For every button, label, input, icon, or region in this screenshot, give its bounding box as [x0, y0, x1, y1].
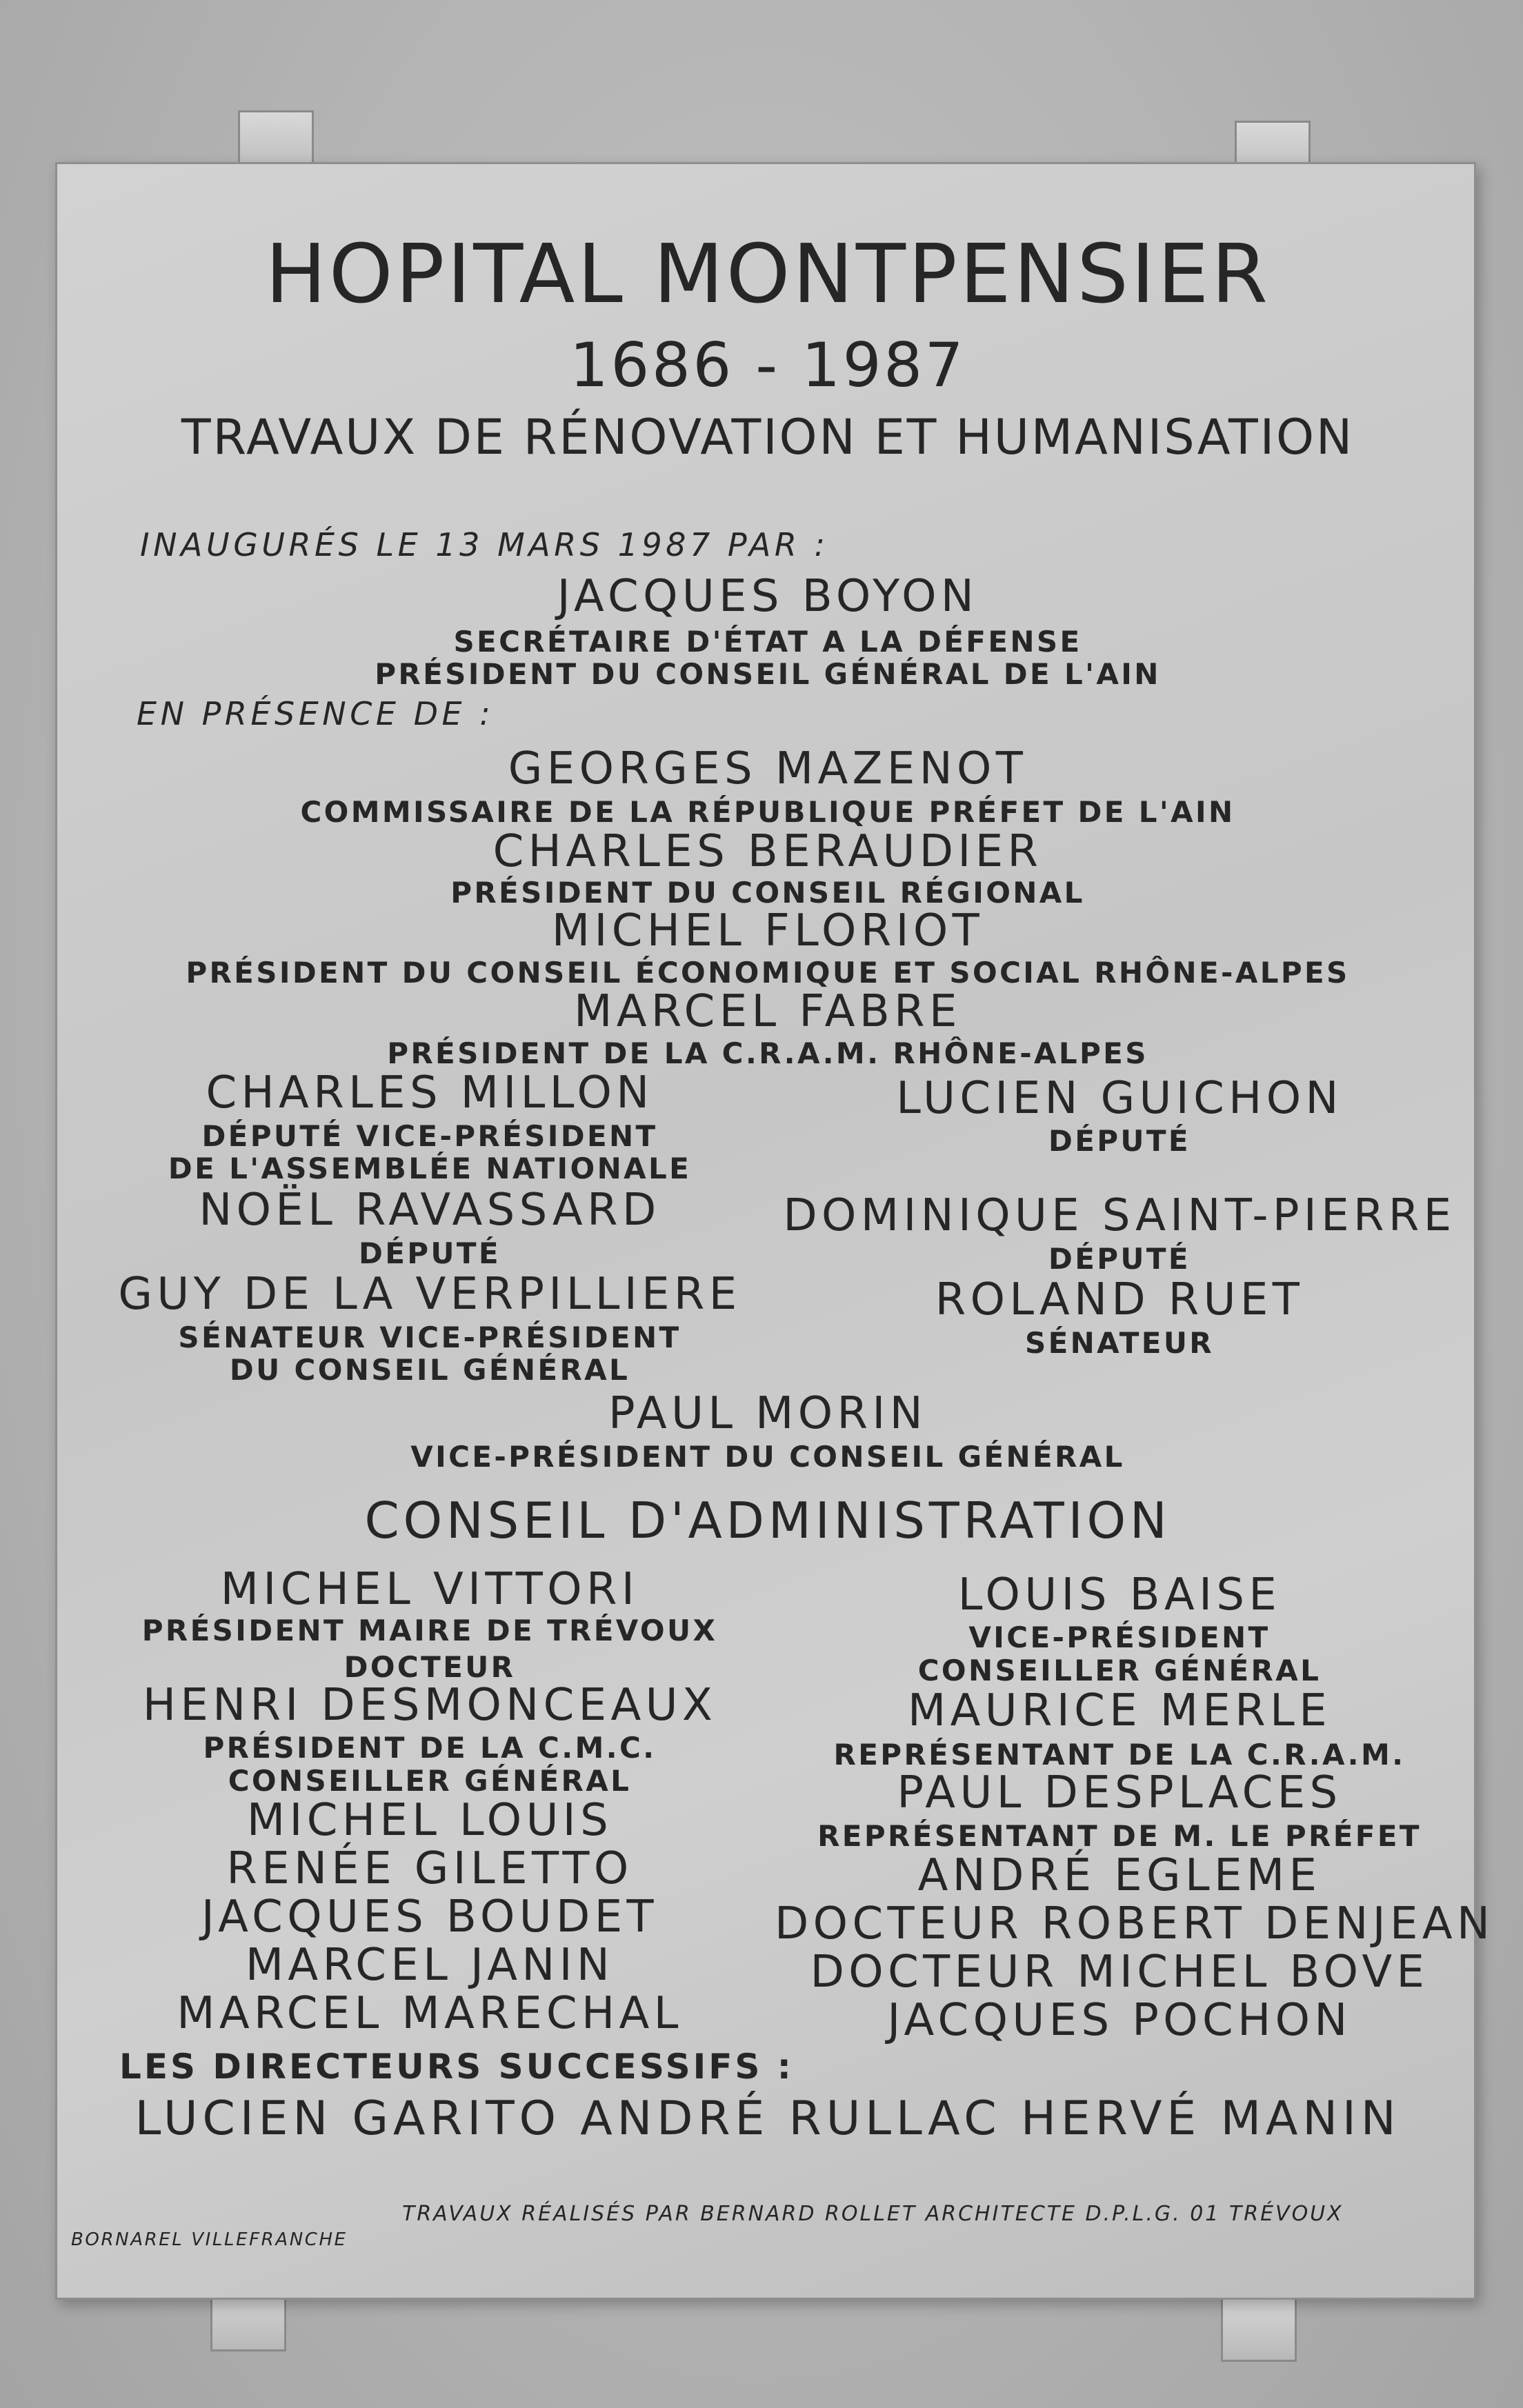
ruet-name: ROLAND RUET	[935, 1274, 1304, 1325]
baise-role-2: CONSEILLER GÉNÉRAL	[917, 1654, 1322, 1687]
plaque-subtitle: TRAVAUX DE RÉNOVATION ET HUMANISATION	[181, 409, 1355, 465]
saintpierre-name: DOMINIQUE SAINT-PIERRE	[783, 1190, 1456, 1241]
member-left: RENÉE GILETTO	[226, 1843, 633, 1894]
plaque-years: 1686 - 1987	[569, 330, 966, 401]
desplaces-role: REPRÉSENTANT DE M. LE PRÉFET	[817, 1819, 1422, 1853]
inaugurator-role-1: SECRÉTAIRE D'ÉTAT A LA DÉFENSE	[453, 625, 1082, 659]
verpilliere-role-1: SÉNATEUR VICE-PRÉSIDENT	[178, 1321, 681, 1354]
member-left: MARCEL JANIN	[245, 1940, 615, 1991]
member-left: JACQUES BOUDET	[201, 1892, 659, 1943]
verpilliere-name: GUY DE LA VERPILLIERE	[118, 1269, 741, 1320]
directors-names: LUCIEN GARITO ANDRÉ RULLAC HERVÉ MANIN	[135, 2091, 1401, 2146]
inaugurator-role-2: PRÉSIDENT DU CONSEIL GÉNÉRAL DE L'AIN	[375, 657, 1161, 691]
council-heading: CONSEIL D'ADMINISTRATION	[364, 1492, 1171, 1549]
vittori-role: PRÉSIDENT MAIRE DE TRÉVOUX	[141, 1614, 718, 1647]
ravassard-name: NOËL RAVASSARD	[199, 1185, 661, 1236]
beraudier-role: PRÉSIDENT DU CONSEIL RÉGIONAL	[450, 876, 1085, 910]
merle-role: REPRÉSENTANT DE LA C.R.A.M.	[833, 1738, 1406, 1772]
member-left: MICHEL LOUIS	[246, 1795, 613, 1846]
engraver-credit: BORNAREL VILLEFRANCHE	[71, 2229, 348, 2250]
presence-line: EN PRÉSENCE DE :	[137, 695, 495, 732]
inaugurator-name: JACQUES BOYON	[557, 571, 979, 622]
desmonceaux-role-2: CONSEILLER GÉNÉRAL	[228, 1764, 632, 1798]
morin-name: PAUL MORIN	[608, 1388, 927, 1439]
guichon-name: LUCIEN GUICHON	[896, 1073, 1343, 1124]
member-left: MARCEL MARECHAL	[177, 1988, 683, 2039]
ruet-role: SÉNATEUR	[1025, 1326, 1214, 1360]
millon-role-1: DÉPUTÉ VICE-PRÉSIDENT	[201, 1119, 658, 1153]
inaugurated-line: INAUGURÉS LE 13 MARS 1987 PAR :	[140, 526, 829, 563]
vittori-name: MICHEL VITTORI	[220, 1564, 639, 1615]
desplaces-name: PAUL DESPLACES	[897, 1767, 1342, 1818]
desmonceaux-prefix: DOCTEUR	[344, 1650, 516, 1684]
beraudier-name: CHARLES BERAUDIER	[492, 826, 1043, 877]
plaque-title: HOPITAL MONTPENSIER	[265, 226, 1271, 321]
member-right: JACQUES POCHON	[887, 1995, 1352, 2046]
morin-role: VICE-PRÉSIDENT DU CONSEIL GÉNÉRAL	[410, 1440, 1125, 1474]
floriot-role: PRÉSIDENT DU CONSEIL ÉCONOMIQUE ET SOCIAL RHÔNE-ALPES	[186, 956, 1350, 990]
millon-name: CHARLES MILLON	[206, 1067, 654, 1118]
baise-role-1: VICE-PRÉSIDENT	[968, 1621, 1271, 1654]
guichon-role: DÉPUTÉ	[1048, 1124, 1191, 1158]
mazenot-name: GEORGES MAZENOT	[508, 743, 1028, 794]
desmonceaux-role-1: PRÉSIDENT DE LA C.M.C.	[203, 1731, 657, 1765]
verpilliere-role-2: DU CONSEIL GÉNÉRAL	[229, 1353, 630, 1387]
directors-heading: LES DIRECTEURS SUCCESSIFS :	[119, 2047, 794, 2087]
member-right: DOCTEUR ROBERT DENJEAN	[775, 1898, 1495, 1949]
saintpierre-role: DÉPUTÉ	[1048, 1242, 1191, 1276]
ravassard-role: DÉPUTÉ	[359, 1236, 501, 1270]
mounting-clip-bottom-right	[1221, 2293, 1297, 2362]
fabre-name: MARCEL FABRE	[574, 986, 962, 1037]
desmonceaux-name: HENRI DESMONCEAUX	[142, 1680, 717, 1731]
member-right: DOCTEUR MICHEL BOVE	[810, 1947, 1429, 1998]
baise-name: LOUIS BAISE	[957, 1569, 1282, 1621]
architect-credit: TRAVAUX RÉALISÉS PAR BERNARD ROLLET ARCHITECTE D.P.L.G. 01 TRÉVOUX	[402, 2202, 1344, 2226]
member-right: ANDRÉ EGLEME	[917, 1850, 1322, 1901]
memorial-plaque	[55, 162, 1495, 2300]
fabre-role: PRÉSIDENT DE LA C.R.A.M. RHÔNE-ALPES	[387, 1036, 1148, 1070]
millon-role-2: DE L'ASSEMBLÉE NATIONALE	[168, 1152, 692, 1185]
merle-name: MAURICE MERLE	[907, 1685, 1332, 1736]
floriot-name: MICHEL FLORIOT	[551, 905, 984, 956]
mazenot-role: COMMISSAIRE DE LA RÉPUBLIQUE PRÉFET DE L'AIN	[300, 795, 1235, 829]
